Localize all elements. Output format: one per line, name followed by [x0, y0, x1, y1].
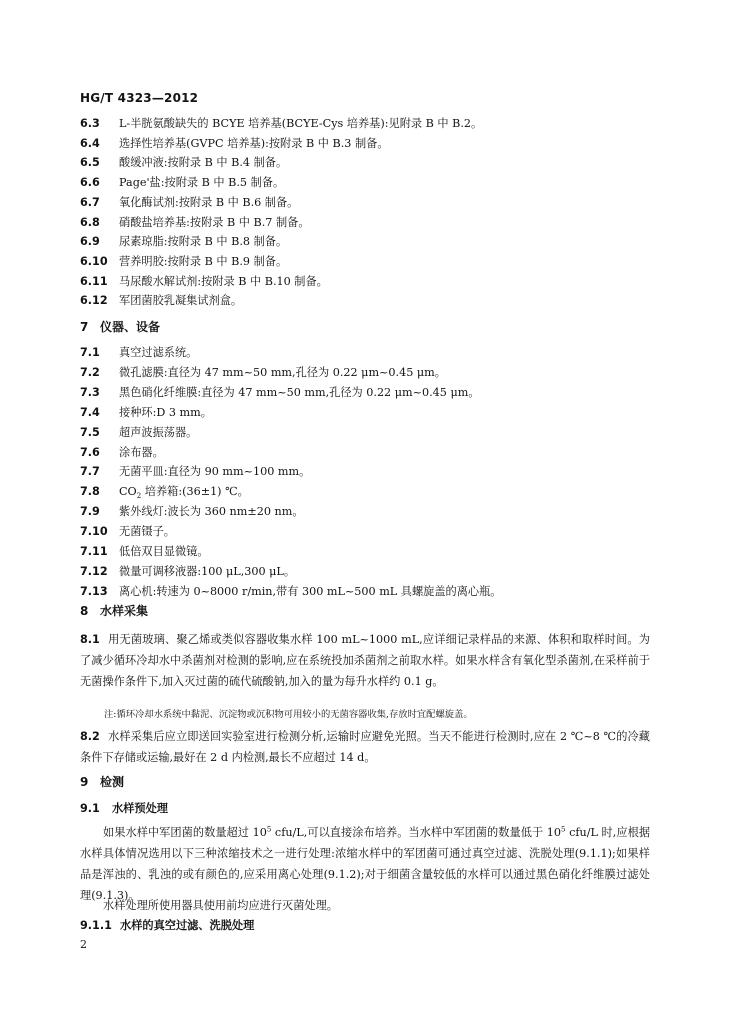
paragraph-9-1-a: 如果水样中军团菌的数量超过 $10^5$ cfu/L,可以直接涂布培养。当水样中军团菌的数量低于 $10^5$ cfu/L 时,应根据水样具体情况选用以下三种浓缩技术之一进行处理:浓缩水样中的军团菌可通过真空过滤、洗脱处理(9.1.1);如果样品是浑浊的、乳浊的或有颜色的,应采用离心处理(9.1.2);对于细菌含量较低的水样可以通过黑色硝化纤维膜过滤处理(9.1.3)。: [80, 825, 651, 902]
item-7-10: [80, 525, 175, 539]
paragraph-8-2: 8.2 水样采集后应立即送回实验室进行检测分析,运输时应避免光照。当天不能进行检测时,应在 2 ℃~8 ℃的冷藏条件下存储或运输,最好在 2 d 内检测,最长不应超过 14 d。: [80, 730, 650, 764]
item-number: 7.10: [80, 525, 108, 539]
subsection-9-1-1-heading: 9.1.1 水样的真空过滤、洗脱处理: [80, 919, 255, 932]
item-number: 7.1: [80, 346, 100, 359]
item-6-6: [80, 176, 284, 190]
item-6-9: [80, 235, 287, 249]
item-7-8: [80, 485, 249, 499]
item-text: 硝酸盐培养基:按附录 B 中 B.7 制备。: [119, 215, 310, 229]
item-text: 离心机:转速为 0~8000 r/min,带有 300 mL~500 mL 具螺旋盖的离心瓶。: [119, 584, 502, 598]
item-text: 培养箱:(36±1) ℃。: [141, 485, 249, 499]
item-text: 紫外线灯:波长为 360 nm±20 nm。: [119, 505, 304, 519]
item-text: 无菌平皿:直径为 90 mm~100 mm。: [119, 465, 311, 479]
standard-header: HG/T 4323—2012: [80, 91, 199, 105]
item-number: 7.12: [80, 564, 108, 578]
item-number: 7.7: [80, 465, 100, 479]
item-6-10: [80, 255, 287, 269]
item-6-8: [80, 216, 310, 230]
item-7-4: [80, 406, 212, 420]
item-number: 7.5: [80, 425, 100, 439]
section-7-heading: 7 仪器、设备: [80, 320, 161, 334]
item-6-11: [80, 275, 328, 289]
item-6-12: [80, 294, 242, 308]
item-number: 6.6: [80, 176, 100, 190]
item-text: 选择性培养基(GVPC 培养基):按附录 B 中 B.3 制备。: [119, 136, 389, 150]
item-7-11: [80, 545, 209, 559]
item-text: 营养明胶:按附录 B 中 B.9 制备。: [119, 254, 288, 268]
item-text: 马尿酸水解试剂:按附录 B 中 B.10 制备。: [119, 274, 328, 288]
item-number: 6.4: [80, 136, 100, 150]
item-text: 微孔滤膜:直径为 47 mm~50 mm,孔径为 0.22 μm~0.45 μm。: [119, 365, 446, 379]
paragraph-8-1: 8.1 用无菌玻璃、聚乙烯或类似容器收集水样 100 mL~1000 mL,应详细记录样品的来源、体积和取样时间。为了减少循环冷却水中杀菌剂对检测的影响,应在系统投加杀菌剂之前取水样。如果水样含有氧化型杀菌剂,在采样前于无菌操作条件下,加入灭过菌的硫代硫酸钠,加入的量为每升水样约 0.1 g。: [80, 633, 650, 688]
item-number: 6.3: [80, 117, 100, 130]
item-text: Page'盐:按附录 B 中 B.5 制备。: [119, 176, 285, 190]
item-6-7: [80, 196, 298, 210]
item-text: 尿素琼脂:按附录 B 中 B.8 制备。: [119, 235, 288, 249]
item-text: 微量可调移液器:100 μL,300 μL。: [119, 564, 296, 578]
item-6-3: [80, 117, 482, 131]
item-number: 7.3: [80, 385, 100, 399]
item-text: 涂布器。: [119, 445, 164, 459]
item-text: L-半胱氨酸缺失的 BCYE 培养基(BCYE-Cys 培养基):见附录 B 中 B.2。: [119, 117, 483, 130]
item-number: 7.13: [80, 584, 108, 598]
item-7-2: [80, 366, 446, 380]
item-7-5: [80, 426, 197, 440]
item-text: 酸缓冲液:按附录 B 中 B.4 制备。: [119, 156, 288, 170]
item-text: 低倍双目显微镜。: [119, 545, 209, 558]
item-text: 军团菌胶乳凝集试剂盒。: [119, 294, 243, 308]
subsection-9-1-heading: 9.1 水样预处理: [80, 802, 168, 815]
item-number: 7.6: [80, 445, 100, 459]
item-number: 7.8: [80, 485, 100, 499]
item-number: 6.8: [80, 215, 100, 229]
item-number: 7.9: [80, 505, 100, 519]
item-subscript: 2: [136, 492, 142, 501]
page-number: 2: [80, 938, 87, 951]
item-number: 6.10: [80, 254, 108, 268]
item-7-3: [80, 386, 480, 400]
item-text: 超声波振荡器。: [119, 425, 198, 439]
item-number: 6.5: [80, 156, 100, 170]
item-7-1: [80, 346, 197, 360]
item-number: 6.9: [80, 235, 100, 249]
item-6-5: [80, 156, 287, 170]
item-number: 6.12: [80, 294, 108, 308]
item-7-9: [80, 505, 304, 519]
item-number: 7.4: [80, 405, 100, 419]
item-number: 7.11: [80, 545, 108, 558]
item-text: 真空过滤系统。: [119, 346, 198, 359]
item-text: 氧化酶试剂:按附录 B 中 B.6 制备。: [119, 195, 299, 209]
note: 注:循环冷却水系统中黏泥、沉淀物或沉积物可用较小的无菌容器收集,存放时宜配螺旋盖。: [104, 709, 473, 720]
item-text: 接种环:D 3 mm。: [119, 405, 212, 419]
section-8-heading: 8 水样采集: [80, 604, 149, 618]
section-9-heading: 9 检测: [80, 775, 125, 789]
paragraph-9-1-b: 水样处理所使用器具使用前均应进行灭菌处理。: [103, 899, 338, 912]
item-number: 7.2: [80, 365, 100, 379]
item-text: 无菌镊子。: [119, 525, 175, 539]
item-text: CO: [119, 485, 137, 499]
item-6-4: [80, 137, 389, 151]
item-number: 6.11: [80, 274, 108, 288]
item-number: 6.7: [80, 195, 100, 209]
item-7-13: [80, 585, 501, 599]
item-7-6: [80, 446, 164, 460]
item-7-7: [80, 465, 310, 479]
item-7-12: [80, 565, 295, 579]
item-text: 黑色硝化纤维膜:直径为 47 mm~50 mm,孔径为 0.22 μm~0.45 μm。: [119, 385, 480, 399]
